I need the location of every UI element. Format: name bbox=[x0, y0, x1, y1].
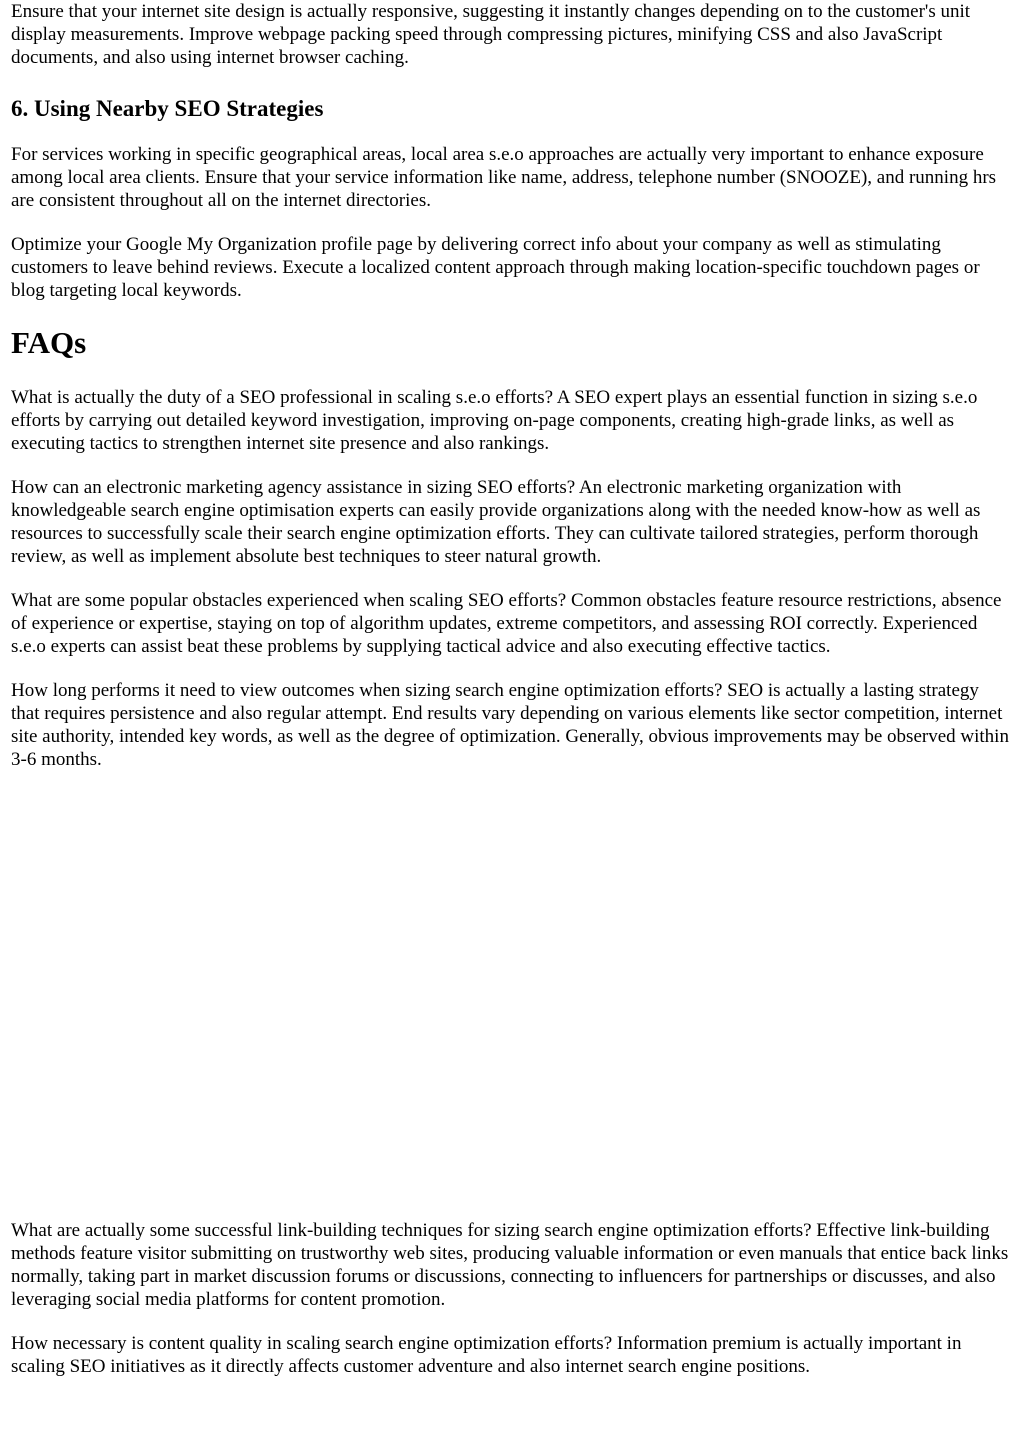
faq-paragraph: How can an electronic marketing agency assistance in sizing SEO efforts? An electronic marketing organization with knowledgeable search engine optimisation experts can easily provide organizations along with the needed know-how as well as resources to successfully scale their search engine optimization efforts. They can cultivate tailored strategies, perform thorough review, as well as implement absolute best techniques to steer natural growth. bbox=[11, 477, 981, 567]
section-heading-faqs: FAQs bbox=[11, 325, 87, 360]
faq-paragraph: How long performs it need to view outcomes when sizing search engine optimization efforts? SEO is actually a lasting strategy that requires persistence and also regular attempt. End results vary depending on various elements like sector competition, internet site authority, intended key words, as well as the degree of optimization. Generally, obvious improvements may be observed within 3-6 months. bbox=[11, 680, 1009, 770]
section-heading-local-seo: 6. Using Nearby SEO Strategies bbox=[11, 96, 324, 121]
faq-paragraph: How necessary is content quality in scaling search engine optimization efforts? Information premium is actually important in scaling SEO initiatives as it directly affects customer adventure and also internet search engine positions. bbox=[11, 1333, 962, 1377]
faq-paragraph: What are actually some successful link-building techniques for sizing search engine optimization efforts? Effective link-building methods feature visitor submitting on trustworthy web sites, producing valuable information or even manuals that entice back links normally, taking part in market discussion forums or discussions, connecting to influencers for partnerships or discusses, and also leveraging social media platforms for content promotion. bbox=[11, 1220, 1009, 1310]
faq-paragraph: What are some popular obstacles experienced when scaling SEO efforts? Common obstacles feature resource restrictions, absence of experience or expertise, staying on top of algorithm updates, extreme competitors, and assessing ROI correctly. Experienced s.e.o experts can assist beat these problems by supplying tactical advice and also executing effective tactics. bbox=[11, 590, 1002, 657]
local-seo-paragraph: Optimize your Google My Organization profile page by delivering correct info about your company as well as stimulating customers to leave behind reviews. Execute a localized content approach through making location-specific touchdown pages or blog targeting local keywords. bbox=[11, 234, 980, 301]
intro-paragraph: Ensure that your internet site design is actually responsive, suggesting it instantly changes depending on to the customer's unit display measurements. Improve webpage packing speed through compressing pictures, minifying CSS and also JavaScript documents, and also using internet browser caching. bbox=[11, 1, 971, 68]
local-seo-paragraph: For services working in specific geographical areas, local area s.e.o approaches are actually very important to enhance exposure among local area clients. Ensure that your service information like name, address, telephone number (SNOOZE), and running hrs are consistent throughout all on the internet directories. bbox=[11, 144, 997, 211]
faq-paragraph: What is actually the duty of a SEO professional in scaling s.e.o efforts? A SEO expert plays an essential function in sizing s.e.o efforts by carrying out detailed keyword investigation, improving on-page components, creating high-grade links, as well as executing tactics to strengthen internet site presence and also rankings. bbox=[11, 387, 978, 454]
article-body bbox=[11, 0, 1011, 1378]
